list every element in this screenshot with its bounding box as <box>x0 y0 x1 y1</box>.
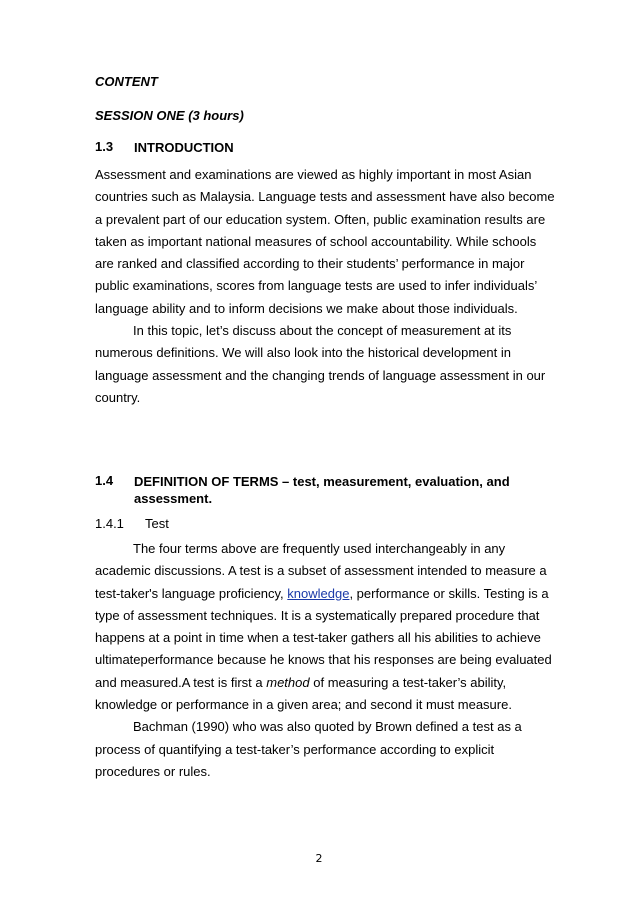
test-paragraph-1-part-2: , performance or skills. Testing is a type of assessment techniques. It is a systematically prepared procedure that happens at a point in time when a test-taker gathers all his abilities to achieve ultimateperformance because he knows that his responses are being evaluated and measured.A test is first a <box>95 585 552 690</box>
subsection-title: Test <box>145 516 169 531</box>
session-heading: SESSION ONE (3 hours) <box>95 108 244 123</box>
method-emphasis: method <box>266 674 310 690</box>
introduction-text <box>95 164 555 409</box>
test-paragraph-1 <box>95 538 555 716</box>
section-number: 1.4 <box>95 473 114 488</box>
content-heading: CONTENT <box>95 74 158 89</box>
intro-paragraph-2: In this topic, let’s discuss about the concept of measurement at its numerous definitions. We will also look into the historical development in language assessment and the changing trends of language assessment in our country. <box>95 323 546 405</box>
intro-paragraph-1: Assessment and examinations are viewed as highly important in most Asian countries such as Malaysia. Language tests and assessment have also become a prevalent part of our education system. Often, public examination results are taken as important national measures of school accountability. While schools are ranked and classified according to their students’ performance in major public examinations, scores from language tests are used to infer individuals’ language ability and to inform decisions we make about those individuals. <box>95 167 555 316</box>
section-title: DEFINITION OF TERMS – test, measurement, evaluation, and assessment. <box>134 474 510 506</box>
subsection-number: 1.4.1 <box>95 516 124 531</box>
section-number: 1.3 <box>95 139 114 154</box>
test-paragraph-1-part-1: The four terms above are frequently used interchangeably in any academic discussions. A test is a subset of assessment intended to measure a test-taker's language proficiency, <box>95 541 547 601</box>
knowledge-link[interactable]: knowledge <box>287 585 350 601</box>
test-paragraph-1-part-3: of measuring a test-taker’s ability, knowledge or performance in a given area; and second it must measure. <box>95 674 512 713</box>
test-paragraph-2: Bachman (1990) who was also quoted by Brown defined a test as a process of quantifying a test-taker’s performance according to explicit procedures or rules. <box>95 719 522 779</box>
page-number: 2 <box>315 852 323 865</box>
test-text <box>95 538 555 783</box>
section-title: INTRODUCTION <box>134 140 234 155</box>
